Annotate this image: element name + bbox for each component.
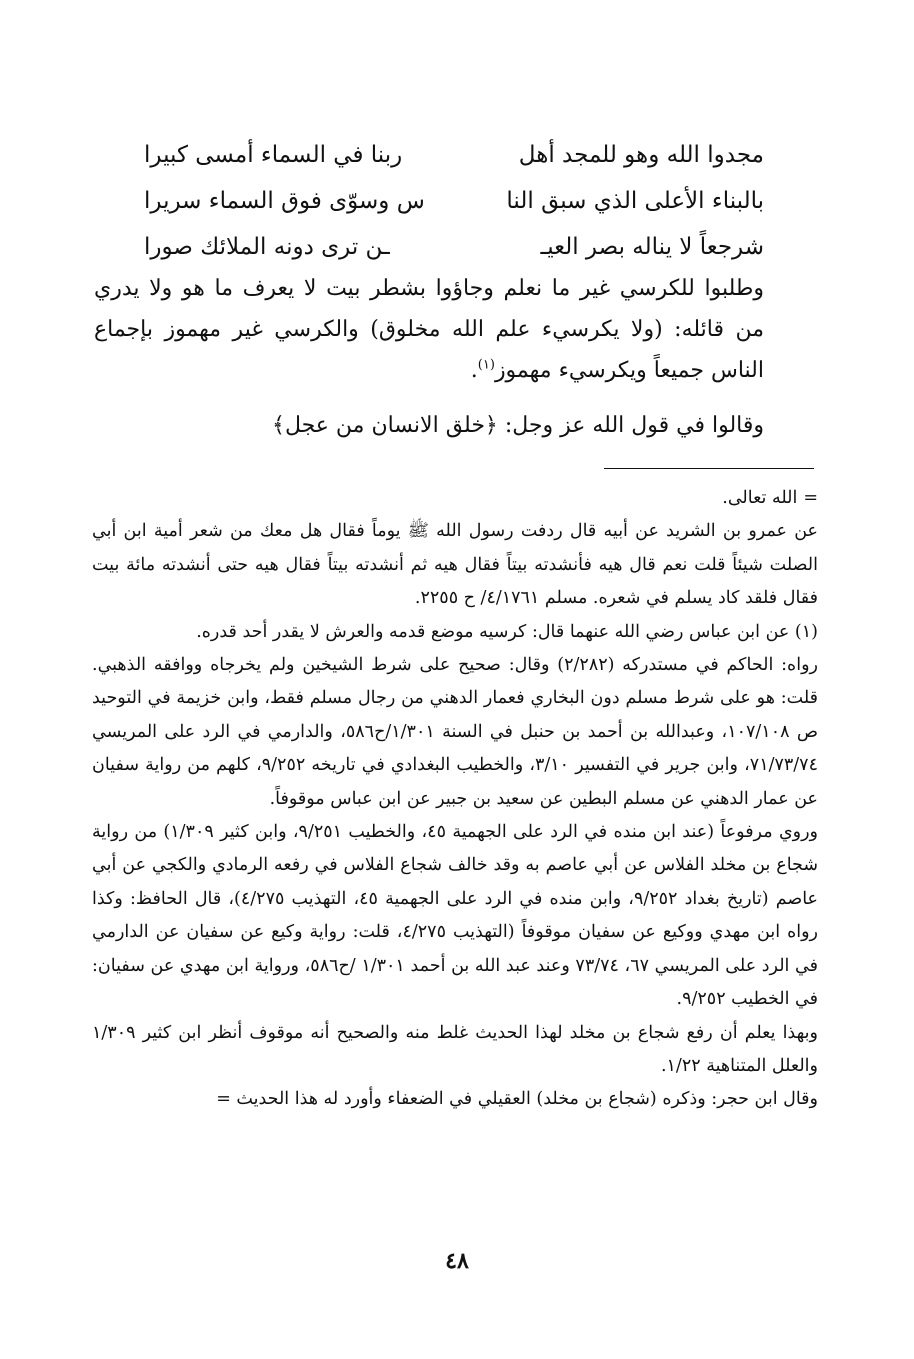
footnote-line <box>92 482 818 515</box>
footnote-text: الله تعالى. <box>722 488 798 508</box>
poem-verse <box>144 132 764 178</box>
verse-first-hemistich: مجدوا الله وهو للمجد أهل <box>518 142 764 168</box>
main-text <box>94 268 764 446</box>
poem-verse <box>144 178 764 224</box>
footnote-paragraph: وبهذا يعلم أن رفع شجاع بن مخلد لهذا الحديث غلط منه والصحيح أنه موقوف أنظر ابن كثير ١/٣٠٩ والعلل المتناهية ١/٢٢. <box>92 1022 818 1076</box>
verse-second-hemistich: س وسوّى فوق السماء سريرا <box>144 188 425 214</box>
footnote-separator <box>604 468 814 469</box>
paragraph-period: . <box>470 358 478 383</box>
footnote-paragraph: وروي مرفوعاً (عند ابن منده في الرد على الجهمية ٤٥، والخطيب ٩/٢٥١، وابن كثير ١/٣٠٩) من رواية شجاع بن مخلد الفلاس عن أبي عاصم به وقد خالف شجاع الفلاس في رفعه الرمادي والكجي عن أبي عاصم (تاريخ بغداد ٩/٢٥٢، وابن منده في الرد على الجهمية ٤٥، التهذيب ٤/٢٧٥)، قال الحافظ: وكذا رواه ابن مهدي ووكيع عن سفيان موقوفاً (التهذيب ٤/٢٧٥، قلت: رواية وكيع عن سفيان عن الدارمي في الرد على المريسي ٦٧، ٧٣/٧٤ وعند عبد الله بن أحمد ١/٣٠١ /ح٥٨٦، ورواية ابن مهدي عن سفيان: في الخطيب ٩/٢٥٢. <box>92 822 818 1010</box>
verse-second-hemistich: ـن ترى دونه الملائك صورا <box>144 234 390 260</box>
page-number: ٤٨ <box>445 1248 469 1274</box>
verse-first-hemistich: بالبناء الأعلى الذي سبق النا <box>506 188 764 214</box>
verse-second-hemistich: ربنا في السماء أمسى كبيرا <box>144 142 403 168</box>
main-paragraph-quran: وقالوا في قول الله عز وجل: ﴿خلق الانسان من عجل﴾ <box>272 413 764 438</box>
continuation-mark: = <box>803 488 818 508</box>
footnotes <box>92 482 818 1117</box>
footnote-paragraph: (١) عن ابن عباس رضي الله عنهما قال: كرسيه موضع قدمه والعرش لا يقدر أحد قدره. <box>196 621 818 642</box>
footnote-paragraph: رواه: الحاكم في مستدركه (٢/٢٨٢) وقال: صحيح على شرط الشيخين ولم يخرجاه ووافقه الذهبي. قلت: هو على شرط مسلم دون البخاري فعمار الدهني من رجال مسلم فقط، وابن خزيمة في التوحيد ص ١٠٧/١٠٨، وعبدالله بن أحمد بن حنبل في السنة ١/٣٠١/ح٥٨٦، والدارمي في الرد على المريسي ٧١/٧٣/٧٤، وابن جرير في التفسير ٣/١٠، والخطيب البغدادي في تاريخه ٩/٢٥٢، كلهم من رواية سفيان عن عمار الدهني عن مسلم البطين عن سعيد بن جبير عن ابن عباس موقوفاً. <box>92 655 818 809</box>
verse-first-hemistich: شرجعاً لا يناله بصر العيـ <box>540 234 764 260</box>
poem-block <box>144 132 764 270</box>
footnote-reference: (١) <box>477 357 495 373</box>
poem-verse <box>144 224 764 270</box>
main-paragraph <box>94 268 764 391</box>
main-paragraph-text: وطلبوا للكرسي غير ما نعلم وجاؤوا بشطر بيت لا يعرف ما هو ولا يدري من قائله: (ولا يكرسيء علم الله مخلوق) والكرسي غير مهموز بإجماع الناس جميعاً ويكرسيء مهموز <box>94 276 764 383</box>
footnote-paragraph: عن عمرو بن الشريد عن أبيه قال ردفت رسول الله ﷺ يوماً فقال هل معك من شعر أمية ابن أبي الصلت شيئاً قلت نعم قال هيه فأنشدته بيتاً فقال هيه ثم أنشدته بيتاً فقال هيه حتى أنشدته مائة بيت فقال فلقد كاد يسلم في شعره. مسلم ٤/١٧٦١/ ح ٢٢٥٥. <box>92 521 818 609</box>
footnote-paragraph: وقال ابن حجر: وذكره (شجاع بن مخلد) العقيلي في الضعفاء وأورد له هذا الحديث = <box>216 1089 818 1110</box>
